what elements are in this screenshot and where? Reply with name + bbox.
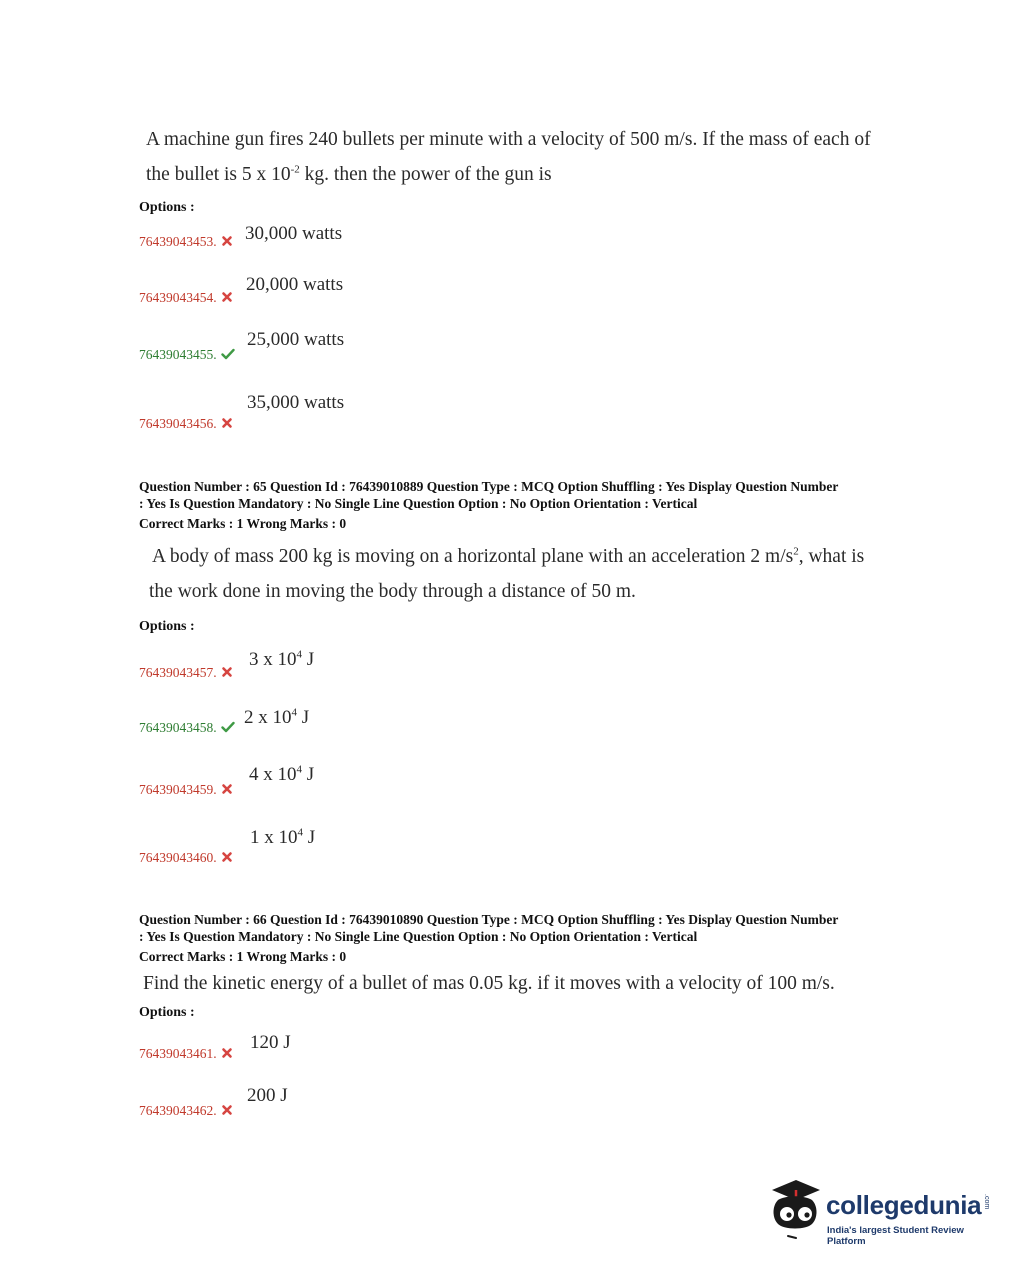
option-text-base: 1 x 10 <box>250 827 298 848</box>
q64-option-1-text[interactable]: 30,000 watts <box>245 223 343 244</box>
q64-exponent: -2 <box>290 163 300 176</box>
option-id: 76439043459. <box>139 782 217 797</box>
option-id: 76439043455. <box>139 347 217 362</box>
option-id: 76439043460. <box>139 850 217 865</box>
option-text-base: 2 x 10 <box>244 707 292 728</box>
option-exponent: 4 <box>297 826 303 839</box>
q65-options-label: Options : <box>139 619 195 634</box>
q66-meta-line3: Correct Marks : 1 Wrong Marks : 0 <box>139 949 347 964</box>
q65-option-1-text[interactable] <box>249 649 314 671</box>
q66-meta-line2: : Yes Is Question Mandatory : No Single Line Question Option : No Option Orientation : Vertical <box>139 929 698 944</box>
q66-options-label: Options : <box>139 1005 195 1020</box>
q64-text-line1: A machine gun fires 240 bullets per minute with a velocity of 500 m/s. If the mass of each of <box>146 129 871 150</box>
cross-icon <box>221 851 233 863</box>
q64-option-1-id[interactable] <box>139 233 233 251</box>
q66-option-2-text[interactable]: 200 J <box>247 1085 288 1106</box>
q64-option-2-id[interactable] <box>139 289 233 307</box>
q65-option-2-id[interactable] <box>139 719 235 737</box>
q65-option-2-text[interactable] <box>244 707 309 729</box>
option-exponent: 4 <box>296 648 302 661</box>
q66-meta-line1: Question Number : 66 Question Id : 76439010890 Question Type : MCQ Option Shuffling : Yes Display Question Number <box>139 912 839 927</box>
q64-option-2-text[interactable]: 20,000 watts <box>246 274 344 295</box>
q65-meta-line1: Question Number : 65 Question Id : 76439010889 Question Type : MCQ Option Shuffling : Yes Display Question Number <box>139 479 839 494</box>
q65-meta-line3: Correct Marks : 1 Wrong Marks : 0 <box>139 516 347 531</box>
q66-option-1-text[interactable]: 120 J <box>250 1032 291 1053</box>
cross-icon <box>221 291 233 303</box>
q64-option-4-id[interactable] <box>139 415 233 433</box>
q65-meta-line2: : Yes Is Question Mandatory : No Single Line Question Option : No Option Orientation : Vertical <box>139 496 698 511</box>
option-id: 76439043457. <box>139 665 217 680</box>
q64-text-line2 <box>146 157 552 192</box>
q65-option-4-text[interactable] <box>250 827 315 849</box>
brand-com: .com <box>983 1194 990 1210</box>
option-exponent: 4 <box>291 706 297 719</box>
q66-option-2-id[interactable] <box>139 1102 233 1120</box>
cross-icon <box>221 417 233 429</box>
collegedunia-logo <box>764 1176 994 1246</box>
option-exponent: 4 <box>296 763 302 776</box>
option-id: 76439043458. <box>139 720 217 735</box>
q65-text-line1-a: A body of mass 200 kg is moving on a horizontal plane with an acceleration 2 m/s <box>152 546 794 567</box>
q65-text-line1-b: , what is <box>798 546 865 567</box>
cross-icon <box>221 783 233 795</box>
q64-text-line2-b: kg. then the power of the gun is <box>299 164 552 185</box>
q64-text-line2-a: the bullet is 5 x 10 <box>146 164 291 185</box>
q65-meta <box>139 478 838 532</box>
option-text-unit: J <box>302 764 315 785</box>
q65-option-4-id[interactable] <box>139 849 233 867</box>
option-text-base: 4 x 10 <box>249 764 297 785</box>
q65-option-3-text[interactable] <box>249 764 314 786</box>
q65-option-3-id[interactable] <box>139 781 233 799</box>
cross-icon <box>221 1047 233 1059</box>
q66-meta <box>139 911 838 965</box>
q64-options-label: Options : <box>139 200 195 215</box>
q64-option-3-id[interactable] <box>139 346 235 364</box>
option-text-base: 3 x 10 <box>249 649 297 670</box>
brand-tagline: India's largest Student Review Platform <box>827 1225 964 1247</box>
q65-text-line2: the work done in moving the body through a distance of 50 m. <box>149 581 636 602</box>
q66-text-line1: Find the kinetic energy of a bullet of mas 0.05 kg. if it moves with a velocity of 100 m/s. <box>143 973 835 994</box>
cross-icon <box>221 666 233 678</box>
q66-option-1-id[interactable] <box>139 1045 233 1063</box>
option-id: 76439043453. <box>139 234 217 249</box>
cross-icon <box>221 1104 233 1116</box>
brand-name: collegedunia <box>826 1190 982 1220</box>
option-id: 76439043461. <box>139 1046 217 1061</box>
cross-icon <box>221 235 233 247</box>
mascot-icon <box>766 1178 824 1242</box>
check-icon <box>221 348 235 360</box>
q65-text-line1 <box>152 539 864 574</box>
option-id: 76439043454. <box>139 290 217 305</box>
q64-option-3-text[interactable]: 25,000 watts <box>247 329 345 350</box>
option-text-unit: J <box>303 827 316 848</box>
option-text-unit: J <box>297 707 310 728</box>
option-id: 76439043456. <box>139 416 217 431</box>
option-text-unit: J <box>302 649 315 670</box>
option-id: 76439043462. <box>139 1103 217 1118</box>
q65-exponent: 2 <box>793 545 799 558</box>
check-icon <box>221 721 235 733</box>
q65-option-1-id[interactable] <box>139 664 233 682</box>
q64-option-4-text[interactable]: 35,000 watts <box>247 392 345 413</box>
